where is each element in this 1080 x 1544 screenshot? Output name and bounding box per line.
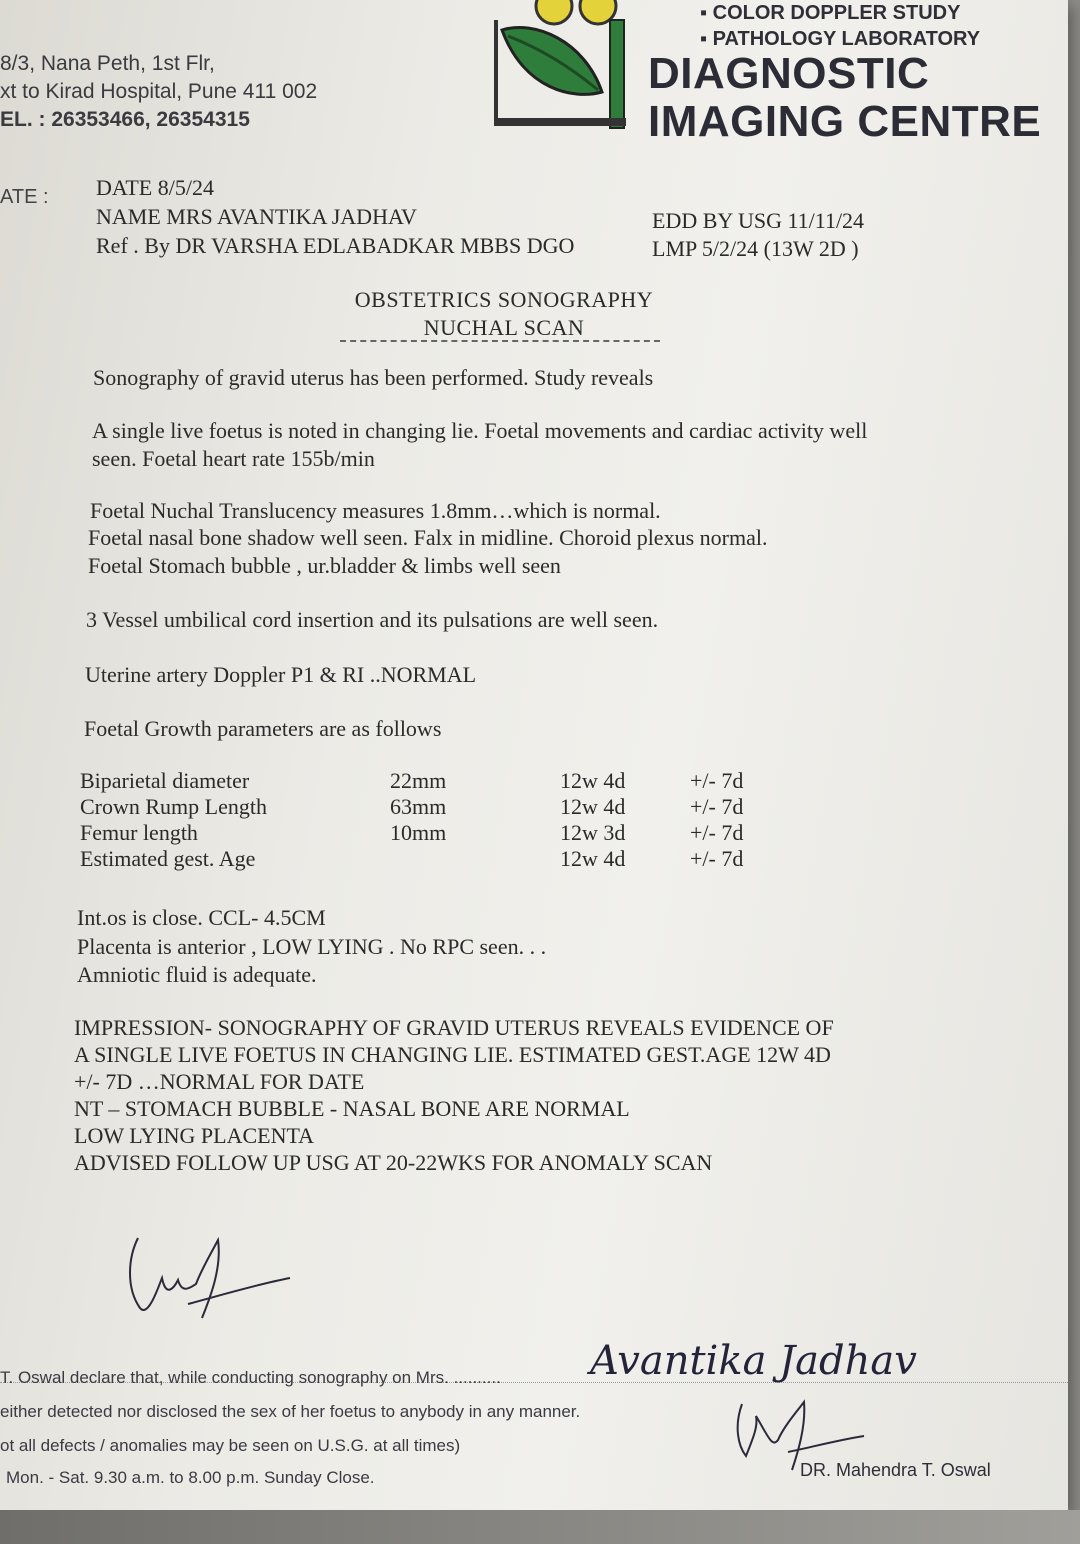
clinic-name — [648, 50, 1041, 146]
param-age: 12w 4d — [560, 768, 626, 793]
clinic-name-line-2: IMAGING CENTRE — [648, 97, 1042, 146]
lmp: LMP 5/2/24 (13W 2D ) — [652, 236, 859, 261]
param-name: Crown Rump Length — [80, 794, 267, 819]
declaration-line-1: T. Oswal declare that, while conducting sonography on Mrs. .......... — [0, 1368, 501, 1387]
param-age: 12w 4d — [560, 794, 626, 819]
patient-header — [96, 173, 574, 260]
param-variance: +/- 7d — [690, 794, 744, 819]
param-name: Femur length — [80, 820, 198, 845]
title-divider — [340, 340, 660, 342]
date-field-label: ATE : — [0, 186, 49, 208]
nuchal-line-3: Foetal Stomach bubble , ur.bladder & limbs well seen — [88, 553, 561, 578]
clinic-hours: Mon. - Sat. 9.30 a.m. to 8.00 p.m. Sunday Close. — [6, 1468, 375, 1487]
patient-signature — [586, 1330, 956, 1394]
doctor-name: DR. Mahendra T. Oswal — [800, 1460, 991, 1480]
impression-line: ADVISED FOLLOW UP USG AT 20-22WKS FOR ANOMALY SCAN — [74, 1150, 713, 1175]
referring-doctor: Ref . By DR VARSHA EDLABADKAR MBBS DGO — [96, 233, 575, 258]
patient-name: NAME MRS AVANTIKA JADHAV — [96, 204, 417, 229]
umbilical-cord-finding: 3 Vessel umbilical cord insertion and its pulsations are well seen. — [86, 607, 659, 632]
declaration-line-2: either detected nor disclosed the sex of her foetus to anybody in any manner. — [0, 1402, 581, 1421]
clinic-leaf-logo-icon — [494, 0, 634, 132]
service-pathology: ▪ PATHOLOGY LABORATORY — [700, 28, 981, 50]
param-variance: +/- 7d — [690, 820, 744, 845]
growth-parameters-table — [80, 768, 743, 872]
impression-line: A SINGLE LIVE FOETUS IN CHANGING LIE. ESTIMATED GEST.AGE 12W 4D — [74, 1042, 831, 1067]
impression-line: IMPRESSION- SONOGRAPHY OF GRAVID UTERUS REVEALS EVIDENCE OF — [74, 1015, 834, 1040]
impression-line: LOW LYING PLACENTA — [74, 1123, 315, 1148]
address-line-1: 8/3, Nana Peth, 1st Flr, — [0, 52, 215, 75]
edd-by-usg: EDD BY USG 11/11/24 — [652, 208, 865, 233]
param-age: 12w 4d — [560, 846, 626, 871]
table-row — [80, 768, 743, 794]
param-age: 12w 3d — [560, 820, 626, 845]
param-value: 10mm — [390, 820, 447, 845]
report-intro: Sonography of gravid uterus has been performed. Study reveals — [93, 365, 654, 390]
service-doppler: ▪ COLOR DOPPLER STUDY — [700, 2, 961, 24]
doctor-signature-icon — [118, 1228, 298, 1328]
clinic-name-line-1: DIAGNOSTIC — [648, 49, 930, 98]
patient-signature-text: Avantika Jadhav — [590, 1338, 917, 1384]
pregnancy-dates — [652, 207, 864, 263]
report-title-line-2: NUCHAL SCAN — [423, 315, 585, 340]
growth-intro: Foetal Growth parameters are as follows — [84, 716, 442, 741]
table-row — [80, 846, 743, 872]
background-surface — [0, 1510, 1080, 1544]
clinic-address — [0, 50, 317, 134]
nuchal-line-2: Foetal nasal bone shadow well seen. Falx in midline. Choroid plexus normal. — [88, 525, 768, 550]
placenta-finding: Placenta is anterior , LOW LYING . No RPC seen. . . — [77, 934, 547, 959]
declaration-line-3: ot all defects / anomalies may be seen on U.S.G. at all times) — [0, 1436, 461, 1455]
impression-line: +/- 7D …NORMAL FOR DATE — [74, 1069, 365, 1094]
clinic-services — [700, 0, 980, 52]
cervix-finding: Int.os is close. CCL- 4.5CM — [77, 905, 326, 930]
amniotic-fluid-finding: Amniotic fluid is adequate. — [77, 962, 317, 987]
param-value: 22mm — [390, 768, 447, 793]
report-title — [344, 286, 664, 342]
foetus-status-line-1: A single live foetus is noted in changing lie. Foetal movements and cardiac activity well — [92, 418, 868, 443]
param-variance: +/- 7d — [690, 846, 744, 871]
impression-block — [74, 1014, 834, 1176]
table-row — [80, 794, 743, 820]
clinic-telephone: EL. : 26353466, 26354315 — [0, 108, 250, 131]
doppler-finding: Uterine artery Doppler P1 & RI ..NORMAL — [85, 662, 477, 687]
report-title-line-1: OBSTETRICS SONOGRAPHY — [354, 287, 654, 312]
foetus-status-line-2: seen. Foetal heart rate 155b/min — [92, 446, 375, 471]
param-name: Estimated gest. Age — [80, 846, 256, 871]
param-variance: +/- 7d — [690, 768, 744, 793]
impression-line: NT – STOMACH BUBBLE - NASAL BONE ARE NORMAL — [74, 1096, 630, 1121]
nuchal-line-1: Foetal Nuchal Translucency measures 1.8mm…which is normal. — [90, 498, 661, 523]
param-name: Biparietal diameter — [80, 768, 250, 793]
param-value: 63mm — [390, 794, 447, 819]
table-row — [80, 820, 743, 846]
param-value — [390, 846, 560, 872]
address-line-2: xt to Kirad Hospital, Pune 411 002 — [0, 80, 318, 103]
report-date: DATE 8/5/24 — [96, 175, 214, 200]
